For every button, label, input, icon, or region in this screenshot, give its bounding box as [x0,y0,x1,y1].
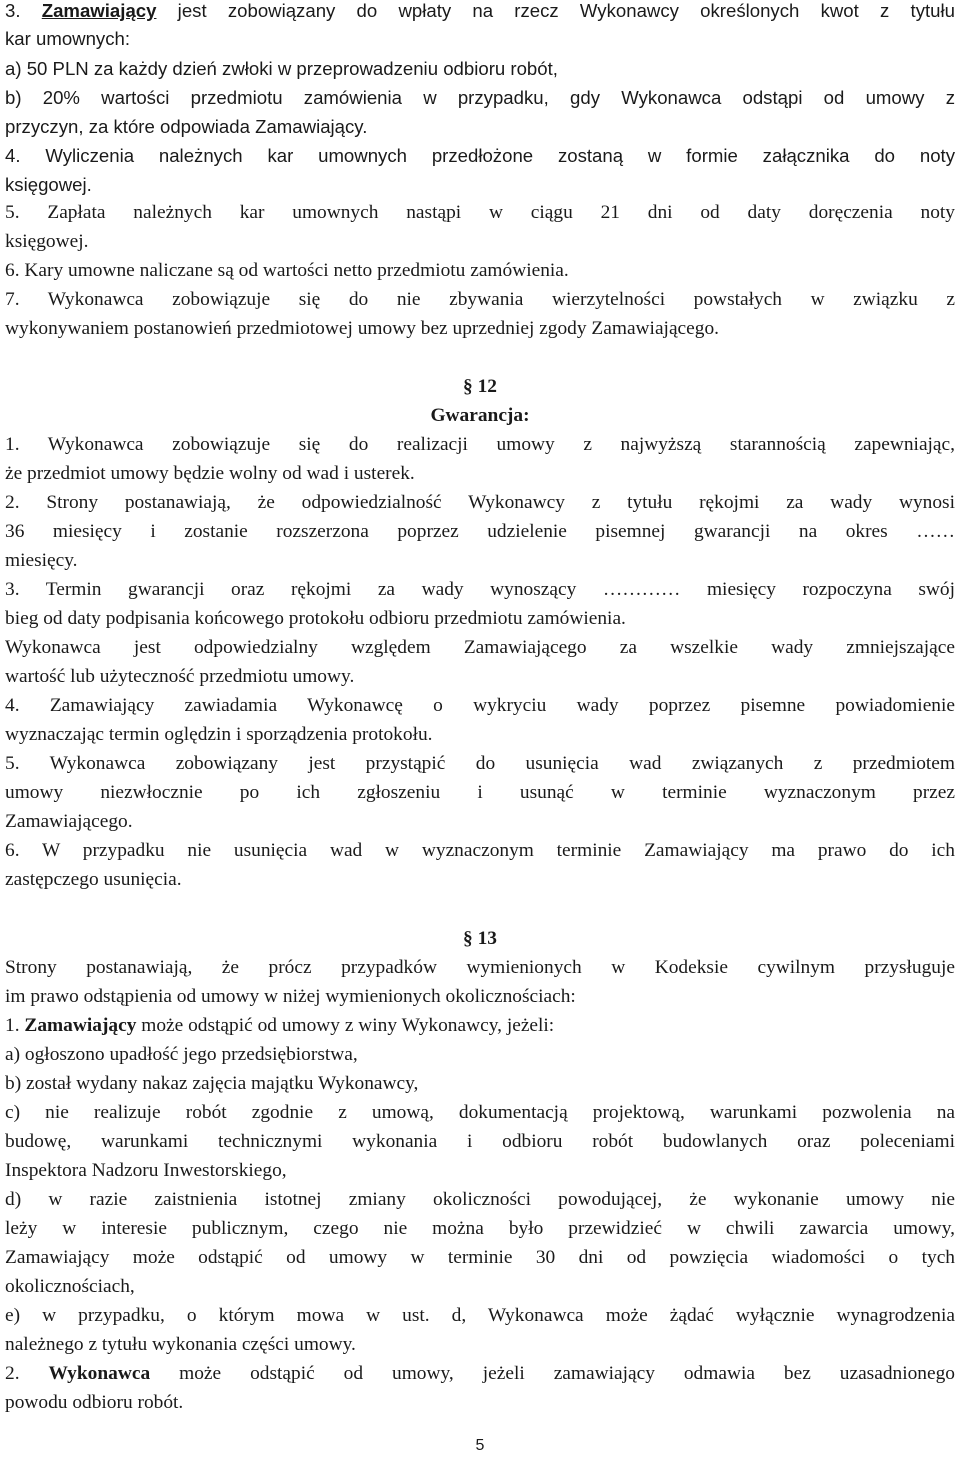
s13-point-1-d-line-3: Zamawiający może odstąpić od umowy w terminie 30 dni od powzięcia wiadomości o tych [5,1247,955,1268]
s12-point-2-line-1: 2. Strony postanawiają, że odpowiedzialność Wykonawcy z tytułu rękojmi za wady wynosi [5,492,955,513]
s13-point-1-e-line-2: należnego z tytułu wykonania części umowy. [5,1334,356,1355]
item-7-line-1: 7. Wykonawca zobowiązuje się do nie zbywania wierzytelności powstałych w związku z [5,289,955,310]
s12-point-2-line-2: 36 miesięcy i zostanie rozszerzona poprzez udzielenie pisemnej gwarancji na okres …… [5,521,955,542]
item-7-line-2: wykonywaniem postanowień przedmiotowej umowy bez uprzedniej zgody Zamawiającego. [5,318,719,339]
item-3-point-b-line-2: przyczyn, za które odpowiada Zamawiający. [5,116,368,137]
party-name-bold: Wykonawca [48,1363,151,1384]
s13-point-1-c-line-1: c) nie realizuje robót zgodnie z umową, dokumentacją projektową, warunkami pozwolenia na [5,1102,955,1123]
s13-point-1-d-line-2: leży w interesie publicznym, czego nie można było przewidzieć w chwili zawarcia umowy, [5,1218,955,1239]
party-name-bold: Zamawiający [41,0,157,21]
s12-point-5-line-2: umowy niezwłocznie po ich zgłoszeniu i usunąć w terminie wyznaczonym przez [5,782,955,803]
s12-point-5-line-3: Zamawiającego. [5,811,133,832]
item-5-line-1: 5. Zapłata należnych kar umownych nastąpi w ciągu 21 dni od daty doręczenia noty [5,202,955,223]
s13-point-1-a: a) ogłoszono upadłość jego przedsiębiorstwa, [5,1044,358,1065]
page-number: 5 [475,1437,485,1454]
s12-point-3-line-2: bieg od daty podpisania końcowego protokołu odbioru przedmiotu zamówienia. [5,608,626,629]
s13-point-1-c-line-3: Inspektora Nadzoru Inwestorskiego, [5,1160,287,1181]
item-6: 6. Kary umowne naliczane są od wartości netto przedmiotu zamówienia. [5,260,569,281]
item-4-line-1: 4. Wyliczenia należnych kar umownych przedłożone zostaną w formie załącznika do noty [5,145,955,166]
s13-point-1-d-line-1: d) w razie zaistnienia istotnej zmiany okoliczności powodującej, że wykonanie umowy nie [5,1189,955,1210]
s13-intro-line-2: im prawo odstąpienia od umowy w niżej wymienionych okolicznościach: [5,986,576,1007]
section-12-title: Gwarancja: [430,405,530,426]
item-3-line-1: 3. Zamawiający jest zobowiązany do wpłaty na rzecz Wykonawcy określonych kwot z tytułu [5,0,955,21]
item-3-point-b-line-1: b) 20% wartości przedmiotu zamówienia w przypadku, gdy Wykonawca odstąpi od umowy z [5,87,955,108]
section-12-heading: § 12 [463,376,497,397]
s12-point-3-line-3: Wykonawca jest odpowiedzialny względem Zamawiającego za wszelkie wady zmniejszające [5,637,955,658]
item-4-line-2: księgowej. [5,174,92,195]
party-name-bold: Zamawiający [24,1015,137,1036]
s12-point-1-line-2: że przedmiot umowy będzie wolny od wad i usterek. [5,463,415,484]
s13-point-2-line-2: powodu odbioru robót. [5,1392,184,1413]
s12-point-1-line-1: 1. Wykonawca zobowiązuje się do realizacji umowy z najwyższą starannością zapewniając, [5,434,955,455]
section-13-heading: § 13 [463,928,497,949]
s13-point-1-d-line-4: okolicznościach, [5,1276,135,1297]
s12-point-6-line-1: 6. W przypadku nie usunięcia wad w wyznaczonym terminie Zamawiający ma prawo do ich [5,840,955,861]
item-5-line-2: księgowej. [5,231,89,252]
item-3-point-a: a) 50 PLN za każdy dzień zwłoki w przeprowadzeniu odbioru robót, [5,58,558,79]
s13-point-2-line-1: 2. Wykonawca może odstąpić od umowy, jeżeli zamawiający odmawia bez uzasadnionego [5,1363,956,1384]
s12-point-5-line-1: 5. Wykonawca zobowiązany jest przystąpić do usunięcia wad związanych z przedmiotem [5,753,955,774]
s12-point-4-line-1: 4. Zamawiający zawiadamia Wykonawcę o wykryciu wady poprzez pisemne powiadomienie [5,695,955,716]
s13-point-1-e-line-1: e) w przypadku, o którym mowa w ust. d, Wykonawca może żądać wyłącznie wynagrodzenia [5,1305,955,1326]
s12-point-3-line-1: 3. Termin gwarancji oraz rękojmi za wady wynoszący ………… miesięcy rozpoczyna swój [5,579,955,600]
s12-point-2-line-3: miesięcy. [5,550,78,571]
s12-point-4-line-2: wyznaczając termin oględzin i sporządzenia protokołu. [5,724,433,745]
s13-point-1-b: b) został wydany nakaz zajęcia majątku Wykonawcy, [5,1073,419,1094]
s12-point-6-line-2: zastępczego usunięcia. [5,869,182,890]
item-3-line-2: kar umownych: [5,28,131,49]
s13-intro-line-1: Strony postanawiają, że prócz przypadków wymienionych w Kodeksie cywilnym przysługuje [5,957,955,978]
s13-point-1: 1. Zamawiający może odstąpić od umowy z winy Wykonawcy, jeżeli: [5,1015,555,1036]
s12-point-3-line-4: wartość lub użyteczność przedmiotu umowy. [5,666,355,687]
s13-point-1-c-line-2: budowę, warunkami technicznymi wykonania i odbioru robót budowlanych oraz poleceniami [5,1131,955,1152]
